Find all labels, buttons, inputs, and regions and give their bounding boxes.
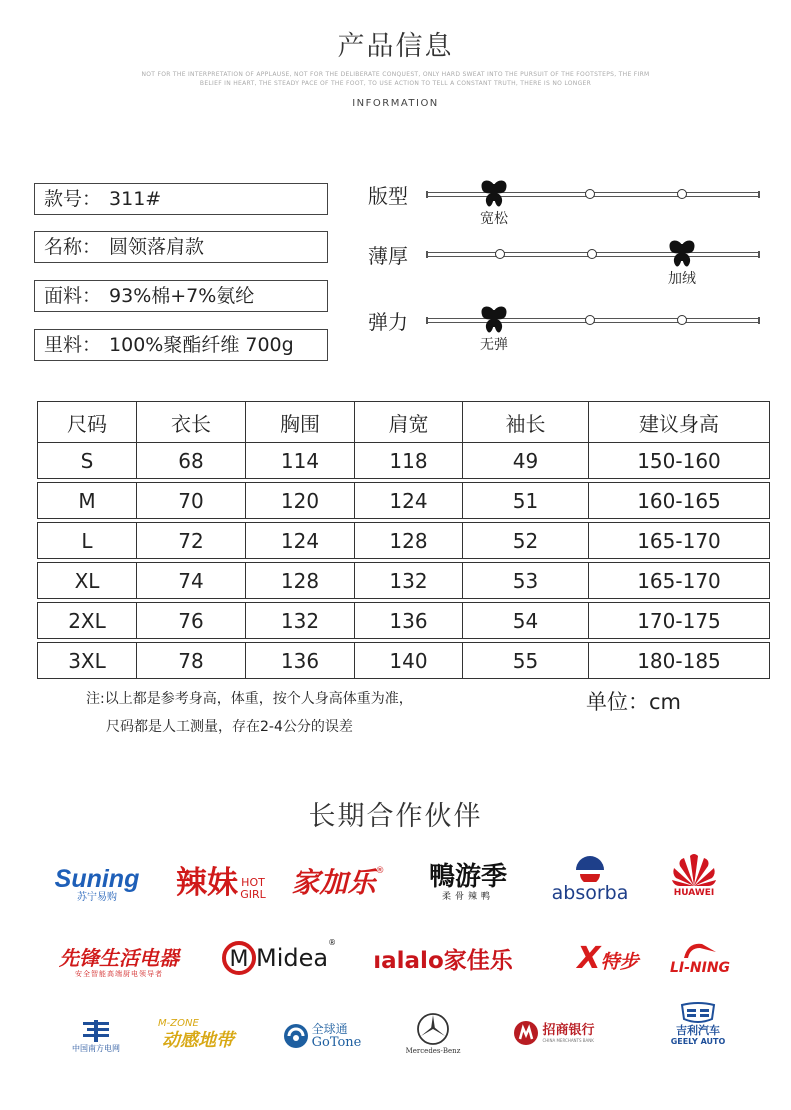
gauge-stop-icon [585,315,595,325]
logo-text: LI-NING [669,960,731,976]
header-fine-print: NOT FOR THE INTERPRETATION OF APPLAUSE, NOT FOR THE DELIBERATE CONQUEST, ONLY HARD SWEAT INTO THE PURSUIT OF THE FOOTSTEPS, THE FIRM BELIEF IN HEART, THE STEADY PACE OF THE FOOT, TO USE ACTION TO TELL A CONSTANT TRUTH, THERE IS NO LONGER [141,71,650,87]
logo-text: 招商银行 [542,1022,595,1038]
cell-length: 74 [137,563,246,599]
spec-label: 里料： [44,334,102,356]
spec-style-number [34,183,328,215]
partners-title: 长期合作伙伴 [308,801,483,832]
cell-chest: 124 [246,523,355,559]
cell-length: 78 [137,643,246,679]
logo-lamei [176,864,264,902]
cell-sleeve: 53 [463,563,589,599]
col-header-height: 建议身高 [589,402,770,443]
xtep-x-icon: X [577,941,601,976]
header-subtitle: INFORMATION [352,98,439,109]
table-row [38,643,770,679]
gauge-stop-icon [495,249,505,259]
logo-text: 鴨游季 [428,862,507,892]
logo-text: Suning [54,865,140,893]
cell-size: 3XL [38,643,137,679]
cell-size: L [38,523,137,559]
logo-text: Midea [256,944,329,972]
logo-sub: 柔骨辣鸭 [441,892,494,902]
cell-sleeve: 49 [463,443,589,479]
butterfly-marker-icon [479,305,509,335]
cell-sleeve: 54 [463,603,589,639]
spec-lining [34,329,328,361]
cell-height: 180-185 [589,643,770,679]
gauge-marker-label: 宽松 [480,211,508,227]
logo-text: 中国南方电网 [72,1044,120,1053]
gauge-track-end [758,251,760,258]
cell-chest: 120 [246,483,355,519]
note-line-2: 尺码都是人工测量，存在2-4公分的误差 [106,719,353,735]
csg-emblem-icon [81,1018,111,1044]
logo-text: 特步 [600,951,639,973]
col-header-chest: 胸围 [246,402,355,443]
logo-sub: CHINA MERCHANTS BANK [542,1037,594,1043]
geely-shield-icon [679,1002,717,1024]
spec-value: 100%聚酯纤维 700g [109,334,294,356]
logo-sub: ® [328,938,337,947]
logo-sub: GEELY AUTO [670,1037,726,1046]
spec-name [34,231,328,263]
cell-shoulder: 128 [355,523,463,559]
table-row [38,563,770,599]
logo-sub: 安全智能高端厨电领导者 [75,970,163,978]
cell-height: 170-175 [589,603,770,639]
gauge-marker-label: 无弹 [480,337,508,353]
logo-sub: 苏宁易购 [77,892,117,903]
mercedes-star-icon [416,1012,450,1046]
gauge-marker-label: 加绒 [668,271,696,287]
col-header-shoulder: 肩宽 [355,402,463,443]
butterfly-marker-icon [479,179,509,209]
cell-size: 2XL [38,603,137,639]
gauge-label: 弹力 [368,310,408,334]
gauge-label: 薄厚 [368,244,408,268]
table-row [38,443,770,479]
gauge-label: 版型 [368,184,408,208]
table-row [38,523,770,559]
note-line-1: 注:以上都是参考身高，体重，按个人身高体重为准， [86,691,413,707]
col-header-sleeve: 袖长 [463,402,589,443]
gauge-stop-icon [677,189,687,199]
spec-value: 311# [109,188,162,210]
cell-height: 150-160 [589,443,770,479]
logo-mzone [158,1018,238,1052]
logo-text: 动感地带 [162,1030,234,1051]
cell-height: 165-170 [589,523,770,559]
gotone-globe-icon [283,1023,309,1049]
logo-text: ıalalo家佳乐 [373,948,513,974]
gauge-stop-icon [587,249,597,259]
lining-swoosh-icon [680,940,720,960]
logo-yayouji [416,862,520,903]
cell-shoulder: 136 [355,603,463,639]
logo-csg [64,1018,128,1054]
col-header-length: 衣长 [137,402,246,443]
logo-text: 吉利汽车 [676,1024,720,1037]
cell-length: 72 [137,523,246,559]
spec-fabric [34,280,328,312]
absorba-emblem-icon [572,852,608,882]
table-row [38,603,770,639]
logo-xianfeng [54,946,184,979]
cell-shoulder: 132 [355,563,463,599]
spec-label: 名称： [44,236,102,258]
cell-size: M [38,483,137,519]
logo-text: HUAWEI [673,888,715,898]
gauge-track-end [426,191,428,198]
logo-absorba [544,852,636,904]
page-title: 产品信息 [337,31,454,62]
logo-xtep [566,942,650,976]
gauge-track-end [426,317,428,324]
spec-value: 93%棉+7%氨纶 [109,285,255,307]
logo-cmb [502,1020,606,1046]
logo-text: 全球通 [311,1022,348,1036]
cell-size: XL [38,563,137,599]
cell-chest: 128 [246,563,355,599]
gauge-stop-icon [677,315,687,325]
gauge-stop-icon [585,189,595,199]
spec-label: 面料： [44,285,102,307]
cell-length: 70 [137,483,246,519]
logo-text: Mercedes-Benz [405,1047,461,1055]
spec-value: 圆领落肩款 [109,236,205,258]
logo-sub: GoTone [311,1035,362,1050]
cell-height: 165-170 [589,563,770,599]
logo-jiajiale [286,866,390,900]
cell-chest: 114 [246,443,355,479]
cell-sleeve: 55 [463,643,589,679]
cmb-emblem-icon [513,1020,539,1046]
gauge-track-end [758,317,760,324]
cell-length: 76 [137,603,246,639]
unit-label: 单位：cm [586,690,682,714]
cell-chest: 136 [246,643,355,679]
svg-text:M: M [229,947,249,972]
size-table [37,401,770,679]
logo-huawei [664,852,724,899]
logo-gotone [280,1022,364,1050]
cell-height: 160-165 [589,483,770,519]
huawei-petals-icon [670,852,718,888]
logo-jiajiale-2 [362,946,524,976]
cell-shoulder: 124 [355,483,463,519]
logo-suning [52,866,142,903]
gauge-track-end [758,191,760,198]
logo-text: 家加乐 [291,866,376,899]
logo-text: absorba [551,882,629,904]
logo-geely [662,1002,734,1046]
logo-lining [664,940,736,976]
cell-shoulder: 140 [355,643,463,679]
col-header-size: 尺码 [38,402,137,443]
logo-text: 辣妹 [176,865,238,901]
cell-length: 68 [137,443,246,479]
cell-sleeve: 52 [463,523,589,559]
logo-sub: M-ZONE [158,1018,199,1029]
cell-sleeve: 51 [463,483,589,519]
logo-mercedes [400,1012,466,1056]
logo-midea [222,938,337,978]
logo-text: 先锋生活电器 [59,946,179,970]
cell-shoulder: 118 [355,443,463,479]
butterfly-marker-icon [667,239,697,269]
logo-sub: ® [375,866,385,876]
gauge-track-end [426,251,428,258]
cell-chest: 132 [246,603,355,639]
table-header-row [38,402,770,443]
logo-sub: HOT GIRL [240,875,266,901]
midea-ring-icon [222,938,256,978]
spec-label: 款号： [44,188,102,210]
table-row [38,483,770,519]
cell-size: S [38,443,137,479]
